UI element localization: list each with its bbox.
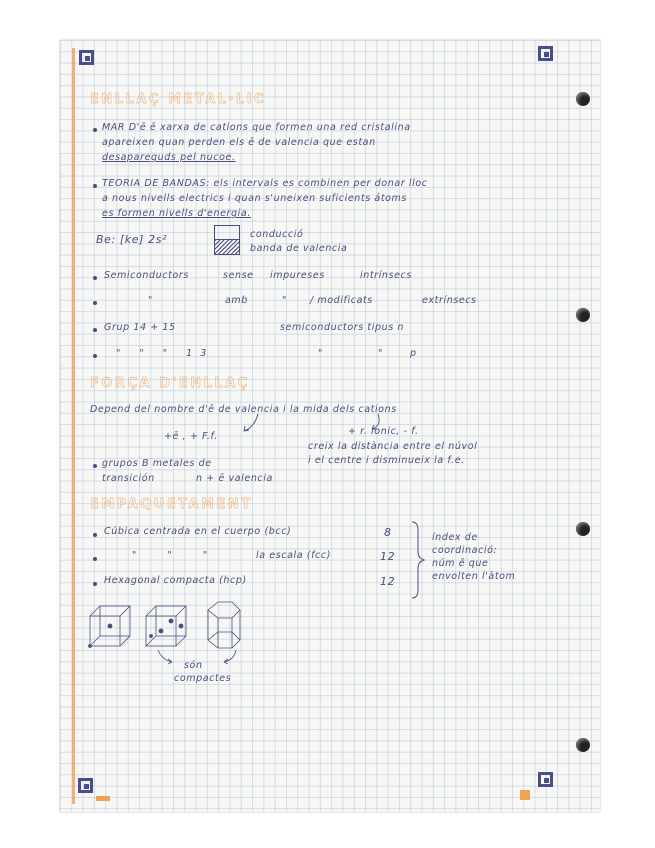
heading-enllac-metallic: ENLLAÇ METAL·LIC	[90, 92, 267, 107]
brace-and-crystals	[60, 40, 600, 812]
fcc-number: 12	[380, 550, 396, 563]
extrinsecs-label: extrínsecs	[422, 295, 477, 306]
hcp-number: 12	[380, 575, 396, 588]
transicion-label: transición	[102, 473, 155, 484]
depend-line: Depend del nombre d'ē de valencia i la mida dels cations	[90, 404, 397, 415]
teoria-line-2: a nous nivells electrics i quan s'uneixen suficients átoms	[102, 193, 407, 204]
grup-14-15: Grup 14 + 15	[104, 322, 176, 333]
be-configuration: Be: [ke] 2s²	[96, 233, 168, 246]
grupos-b-line: grupos B metales de	[102, 458, 212, 469]
coordinacio-label: coordinació:	[432, 545, 498, 556]
mar-line-1: MAR D'ē ē xarxa de cations que formen una red cristalina	[102, 122, 411, 133]
num-e-label: núm ē que	[432, 558, 489, 569]
hcp-label: Hexagonal compacta (hcp)	[104, 575, 247, 586]
sense-label: sense	[223, 270, 254, 281]
notebook-page	[60, 40, 600, 812]
mar-line-3: desapareguds pel nucoe.	[102, 152, 236, 163]
n-valencia-label: n + ē valencia	[196, 473, 273, 484]
amb-label: amb	[225, 295, 248, 306]
intrinsecs-label: intrínsecs	[360, 270, 412, 281]
impureses-label: impureses	[270, 270, 325, 281]
son-label: són	[184, 660, 203, 671]
bcc-label: Cúbica centrada en el cuerpo (bcc)	[104, 526, 292, 537]
ditto-mark: "	[148, 295, 153, 306]
ditto-mark: "	[318, 348, 323, 359]
ditto-mark: "	[378, 348, 383, 359]
teoria-line-3: es formen nivells d'energia.	[102, 208, 251, 219]
fcc-label: la escala (fcc)	[256, 550, 332, 561]
mar-line-2: apareixen quan perden els ē de valencia que estan	[102, 137, 376, 148]
conduccio-label: conducció	[250, 229, 304, 240]
disminueix-line: i el centre i disminueix la f.e.	[308, 455, 465, 466]
ditto-marks: " " "	[132, 550, 222, 561]
teoria-line-1: TEORIA DE BANDAS: els intervals es combinen per donar lloc	[102, 178, 428, 189]
f-f-increase: +ē , + F.f.	[164, 431, 218, 442]
ditto-mark: "	[282, 295, 287, 306]
grup-13: " " " 13	[116, 348, 215, 359]
banda-valencia-label: banda de valencia	[250, 243, 348, 254]
heading-empaquetament: EMPAQUETAMENT	[90, 497, 253, 512]
compactes-label: compactes	[174, 673, 232, 684]
semiconductors-label: Semiconductors	[104, 270, 189, 281]
tipus-p-label: p	[410, 348, 417, 359]
distancia-line: creix la distància entre el núvol	[308, 441, 478, 452]
envolten-label: envolten l'àtom	[432, 571, 516, 582]
index-label: índex de	[432, 532, 478, 543]
bcc-number: 8	[384, 526, 392, 539]
modificats-label: / modificats	[310, 295, 373, 306]
heading-forca-enllac: FORÇA D'ENLLAÇ	[90, 376, 250, 391]
tipus-n-label: semiconductors tipus n	[280, 322, 405, 333]
radi-ionic: + r. ionic, - f.	[348, 426, 419, 437]
